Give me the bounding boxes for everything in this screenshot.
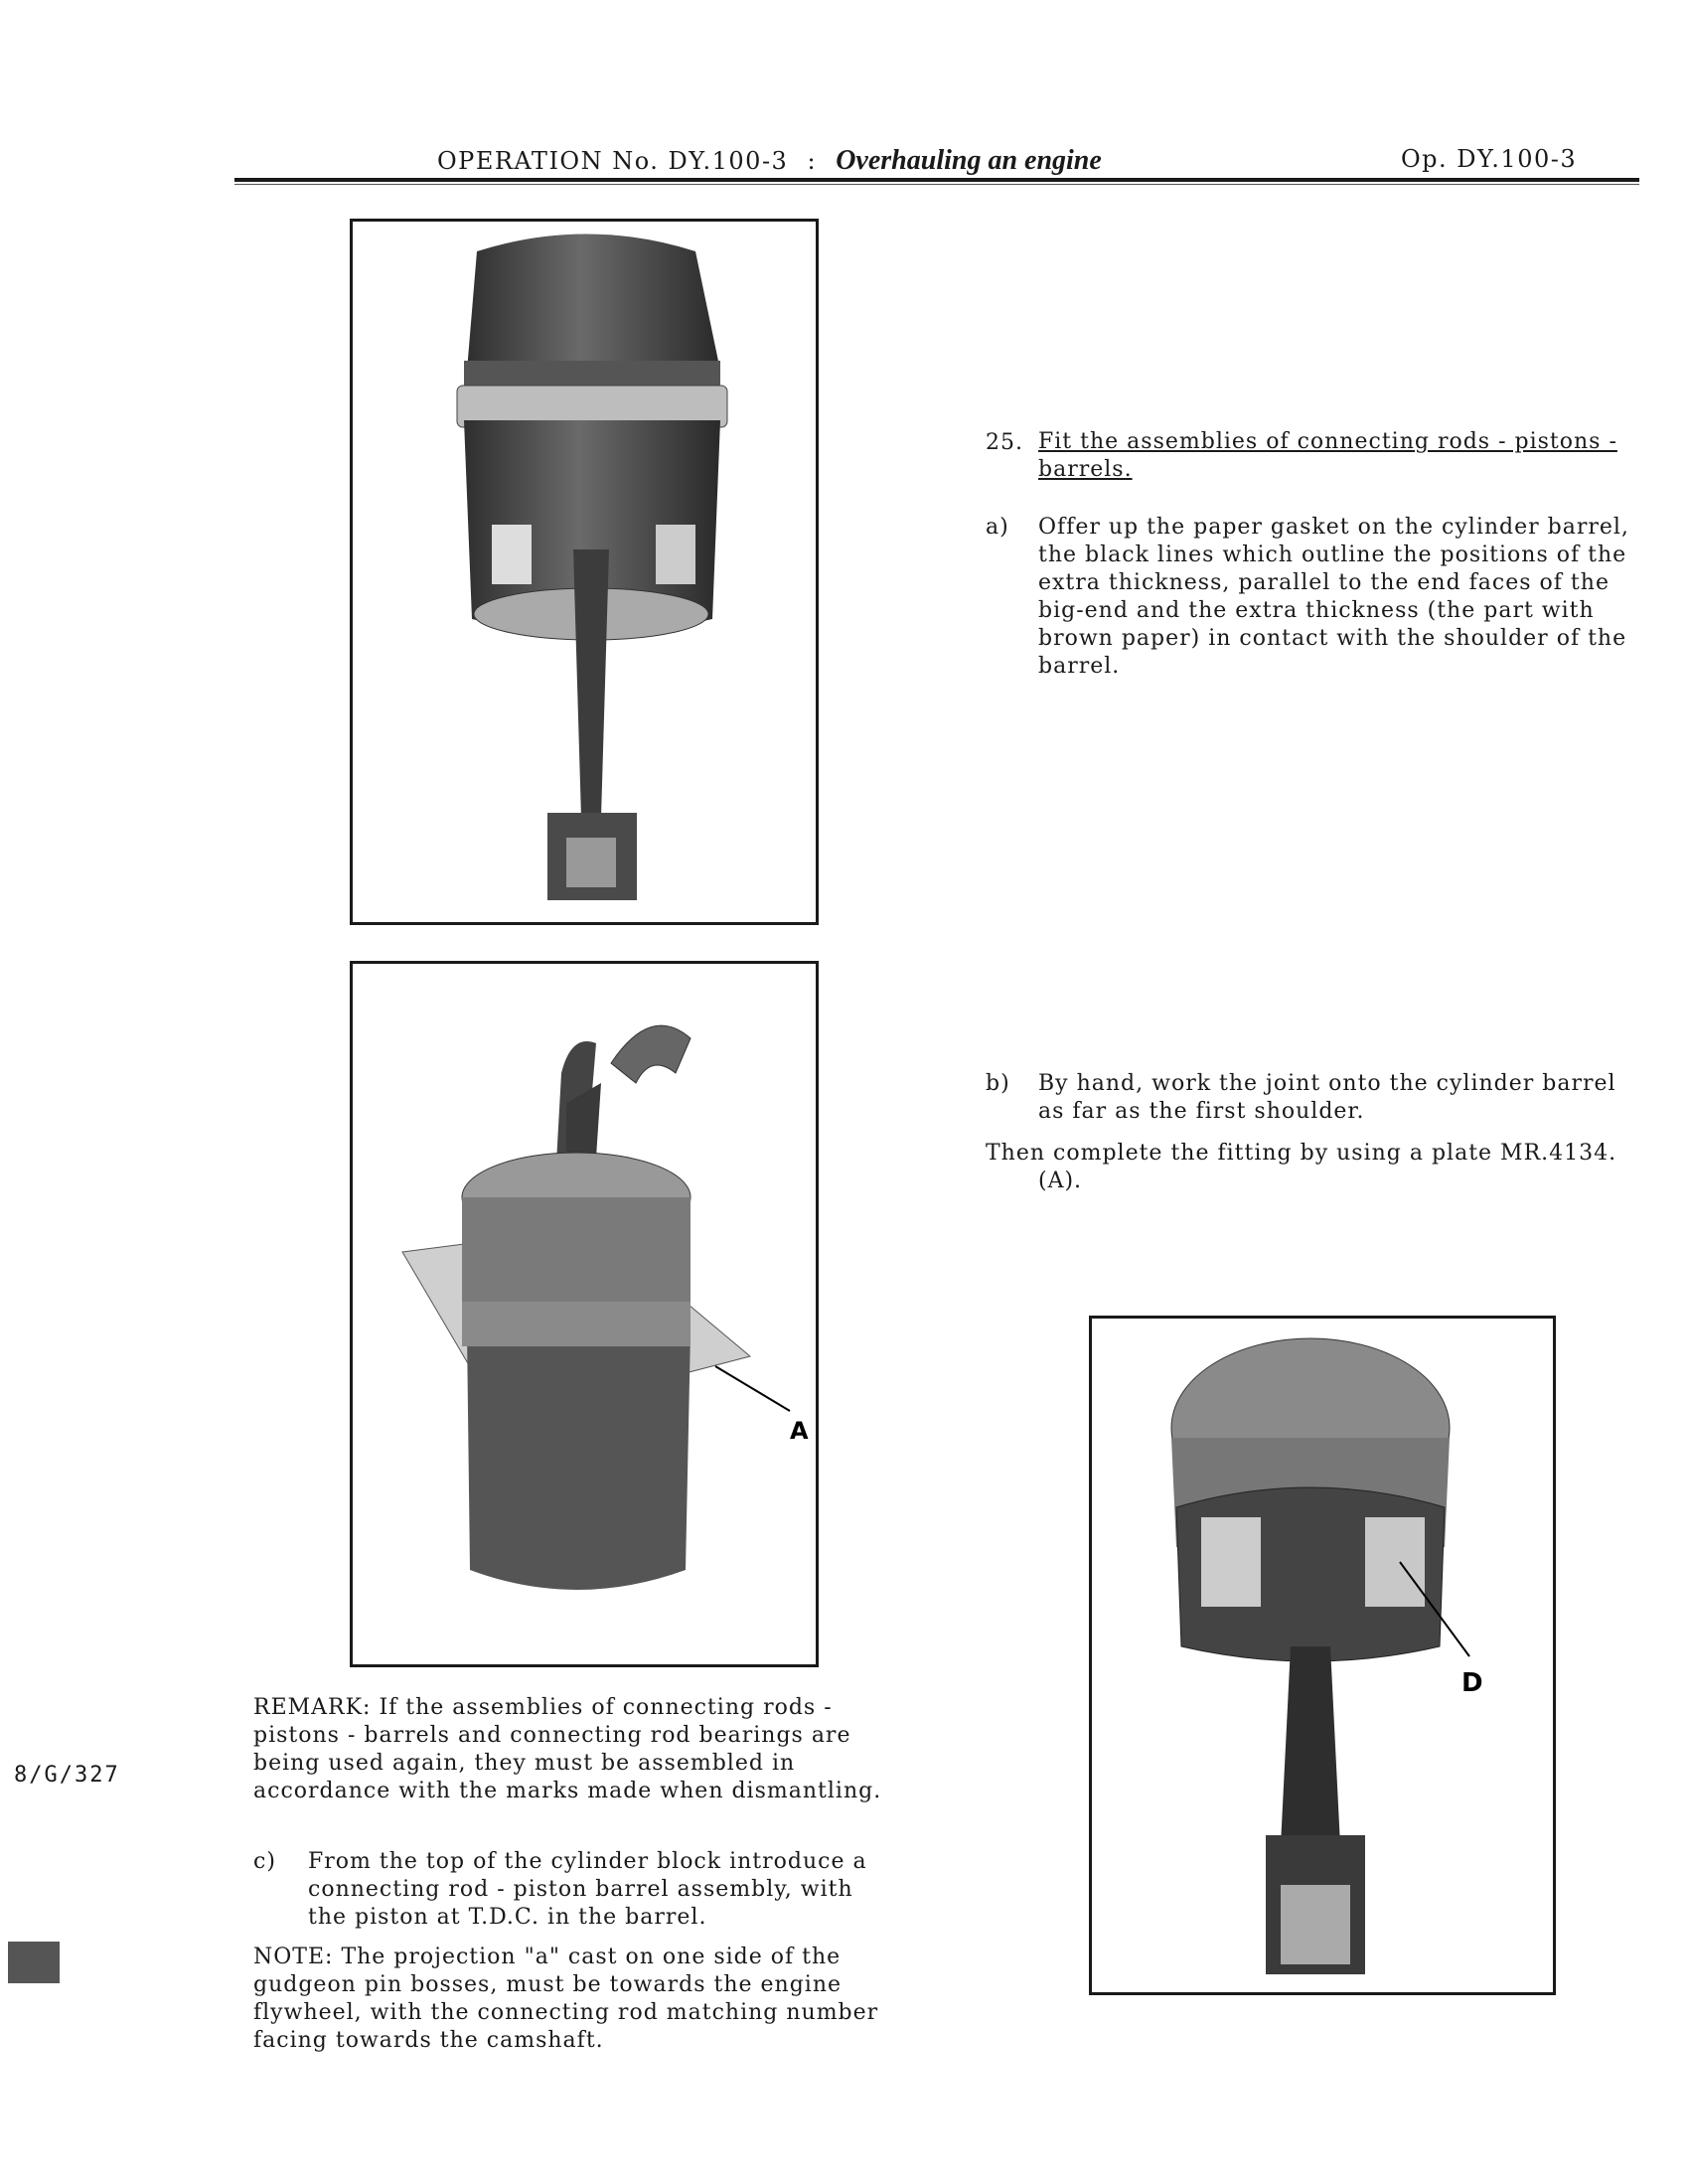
then-ref: (A). <box>1038 1169 1083 1193</box>
step-title: Fit the assemblies of connecting rods - pistons - barrels. <box>1038 429 1617 482</box>
header-separator: : <box>807 147 818 175</box>
note-block <box>253 1944 889 2055</box>
note-label: NOTE: <box>253 1945 334 1969</box>
header-operation: OPERATION No. DY.100-3 <box>437 147 789 175</box>
header-rule <box>234 178 1639 182</box>
para-c-label: c) <box>253 1849 276 1874</box>
para-b-label: b) <box>986 1071 1010 1096</box>
margin-code: 8/G/327 <box>14 1763 120 1788</box>
remark-text: If the assemblies of connecting rods - pistons - barrels and connecting rod bearings are being used again, they must be assembled in accordance with the marks made when dismantling. <box>253 1695 882 1803</box>
header-title: Overhauling an engine <box>836 145 1102 176</box>
photo-piston-projection <box>1089 1316 1556 1995</box>
figure-label-d: D <box>1461 1668 1483 1698</box>
step-number: 25. <box>986 430 1023 455</box>
header-op-ref: Op. DY.100-3 <box>1401 145 1578 173</box>
para-a-text: Offer up the paper gasket on the cylinder barrel, the black lines which outline the positions of the extra thickness, parallel to the end faces of the big-end and the extra thickness (the part with brown paper) in contact with the shoulder of the barrel. <box>1038 515 1629 679</box>
header-operation-line <box>437 145 1102 177</box>
para-c-text: From the top of the cylinder block introduce a connecting rod - piston barrel assembly, with the piston at T.D.C. in the barrel. <box>308 1849 867 1930</box>
margin-tab-marker <box>8 1942 60 1983</box>
remark-block <box>253 1694 889 1805</box>
photo-barrel-with-plate <box>350 961 819 1667</box>
barrel-plate-illustration <box>353 964 816 1664</box>
header-rule-thin <box>234 184 1639 185</box>
piston-projection-illustration <box>1092 1319 1553 1992</box>
photo-piston-rod-assembly <box>350 219 819 925</box>
then-text: Then complete the fitting by using a plate MR.4134. <box>986 1141 1617 1166</box>
remark-label: REMARK: <box>253 1695 372 1720</box>
note-text: The projection "a" cast on one side of the gudgeon pin bosses, must be towards the engine flywheel, with the connecting rod matching number facing towards the camshaft. <box>253 1945 879 2053</box>
piston-rod-illustration <box>353 222 816 922</box>
figure-label-a: A <box>790 1417 809 1445</box>
para-a-label: a) <box>986 515 1009 540</box>
para-b-text: By hand, work the joint onto the cylinder barrel as far as the first shoulder. <box>1038 1071 1616 1124</box>
